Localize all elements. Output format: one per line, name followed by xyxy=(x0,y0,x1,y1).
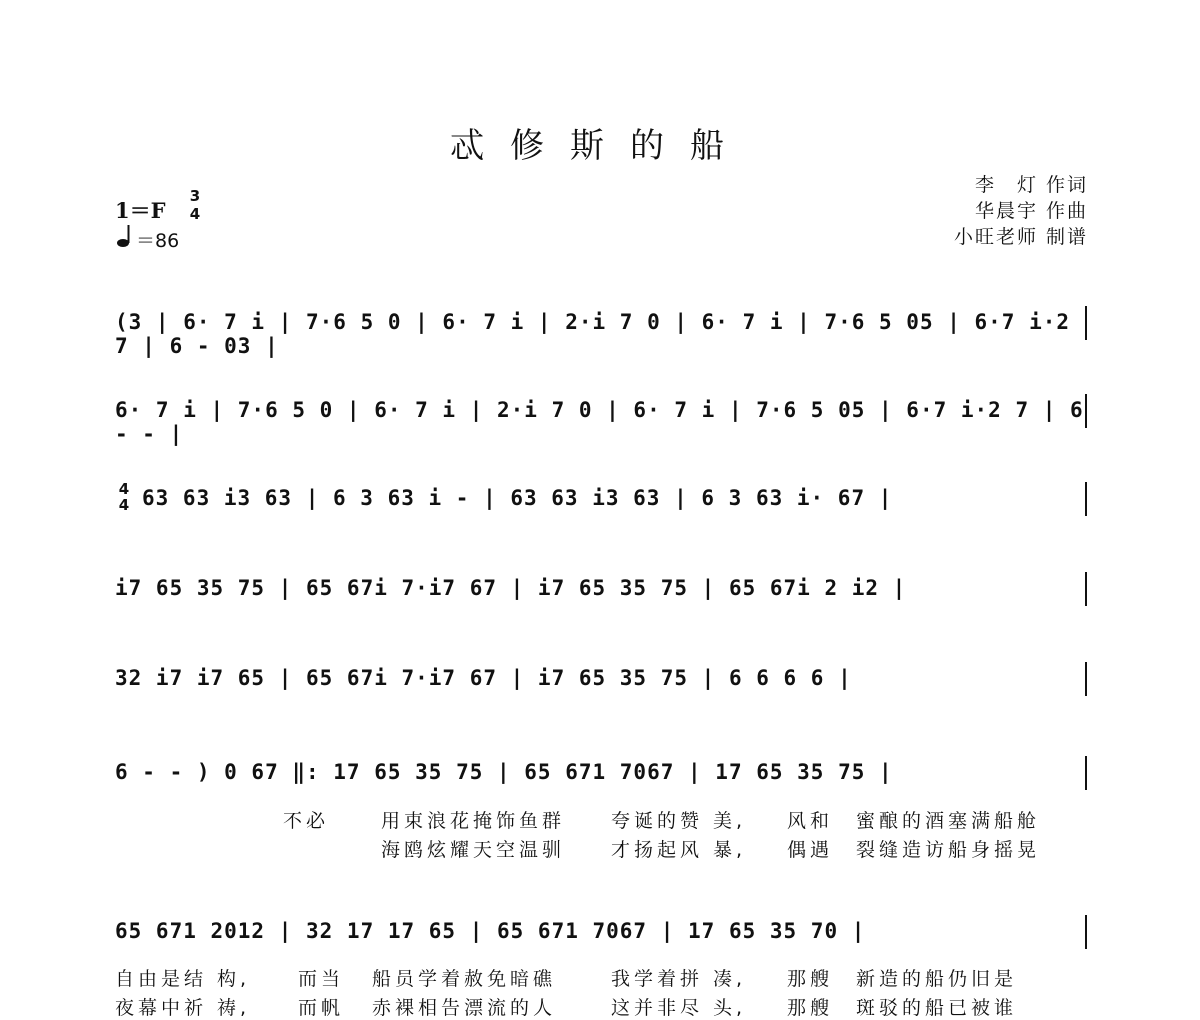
song-title: 忒修斯的船 xyxy=(450,126,750,166)
score-row-4: i7 65 35 75 | 65 67i 7·i7 67 | i7 65 35 75 | 65 67i 2 i2 | xyxy=(115,576,907,600)
lyric-4f: 斑驳的船已被谁 xyxy=(856,997,1018,1019)
barline-row-6 xyxy=(1085,756,1087,790)
engraver-credit: 小旺老师 制谱 xyxy=(953,226,1088,248)
lyric-4a: 夜幕中祈 祷, xyxy=(115,997,251,1019)
barline-row-1 xyxy=(1085,306,1087,340)
time-signature-denominator: 4 xyxy=(189,205,201,223)
time-signature-numerator: 3 xyxy=(189,187,201,205)
score-row-3: 63 63 i3 63 | 6 3 63 i - | 63 63 i3 63 | 6 3 63 i· 67 | xyxy=(142,486,893,510)
lyric-2b: 海鸥炫耀天空温驯 xyxy=(381,839,566,861)
row-3-time-denominator: 4 xyxy=(118,496,130,514)
key-signature: 1＝F xyxy=(115,198,166,223)
lyric-3f: 新造的船仍旧是 xyxy=(856,968,1018,990)
score-row-1: (3 | 6· 7 i | 7·6 5 0 | 6· 7 i | 2·i 7 0 | 6· 7 i | 7·6 5 05 | 6·7 i·2 7 | 6 - 03 | xyxy=(115,310,1071,358)
lyric-2d: 偶遇 xyxy=(787,839,834,861)
lyric-1d: 风和 xyxy=(787,810,834,832)
tempo-marking: ＝86 xyxy=(136,230,180,252)
lyric-1c: 夸诞的赞 美, xyxy=(611,810,747,832)
lyric-4d: 这并非尽 头, xyxy=(611,997,747,1019)
lyric-4b: 而帆 xyxy=(298,997,345,1019)
barline-row-7 xyxy=(1085,915,1087,949)
row-3-time-numerator: 4 xyxy=(118,480,130,498)
score-row-5: 32 i7 i7 65 | 65 67i 7·i7 67 | i7 65 35 75 | 6 6 6 6 | xyxy=(115,666,852,690)
lyric-1a: 不必 xyxy=(283,810,330,832)
lyric-1b: 用束浪花掩饰鱼群 xyxy=(381,810,566,832)
quarter-note-icon xyxy=(116,224,136,248)
lyric-1e: 蜜酿的酒塞满船舱 xyxy=(856,810,1041,832)
barline-row-5 xyxy=(1085,662,1087,696)
lyric-3b: 而当 xyxy=(298,968,345,990)
score-row-7: 65 671 2012 | 32 17 17 65 | 65 671 7067 | 17 65 35 70 | xyxy=(115,919,866,943)
score-row-6: 6 - - ) 0 67 ‖: 17 65 35 75 | 65 671 7067 | 17 65 35 75 | xyxy=(115,760,893,784)
lyric-2c: 才扬起风 暴, xyxy=(611,839,747,861)
lyricist-credit: 李 灯 作词 xyxy=(974,174,1088,196)
lyric-4e: 那艘 xyxy=(787,997,834,1019)
barline-row-2 xyxy=(1085,394,1087,428)
lyric-4c: 赤裸相告漂流的人 xyxy=(372,997,557,1019)
lyric-3c: 船员学着赦免暗礁 xyxy=(372,968,557,990)
lyric-3a: 自由是结 构, xyxy=(115,968,251,990)
lyric-3e: 那艘 xyxy=(787,968,834,990)
composer-credit: 华晨宇 作曲 xyxy=(974,200,1088,222)
barline-row-3 xyxy=(1085,482,1087,516)
score-row-2: 6· 7 i | 7·6 5 0 | 6· 7 i | 2·i 7 0 | 6· 7 i | 7·6 5 05 | 6·7 i·2 7 | 6 - - | xyxy=(115,398,1084,446)
barline-row-4 xyxy=(1085,572,1087,606)
lyric-2e: 裂缝造访船身摇晃 xyxy=(856,839,1041,861)
lyric-3d: 我学着拼 凑, xyxy=(611,968,747,990)
